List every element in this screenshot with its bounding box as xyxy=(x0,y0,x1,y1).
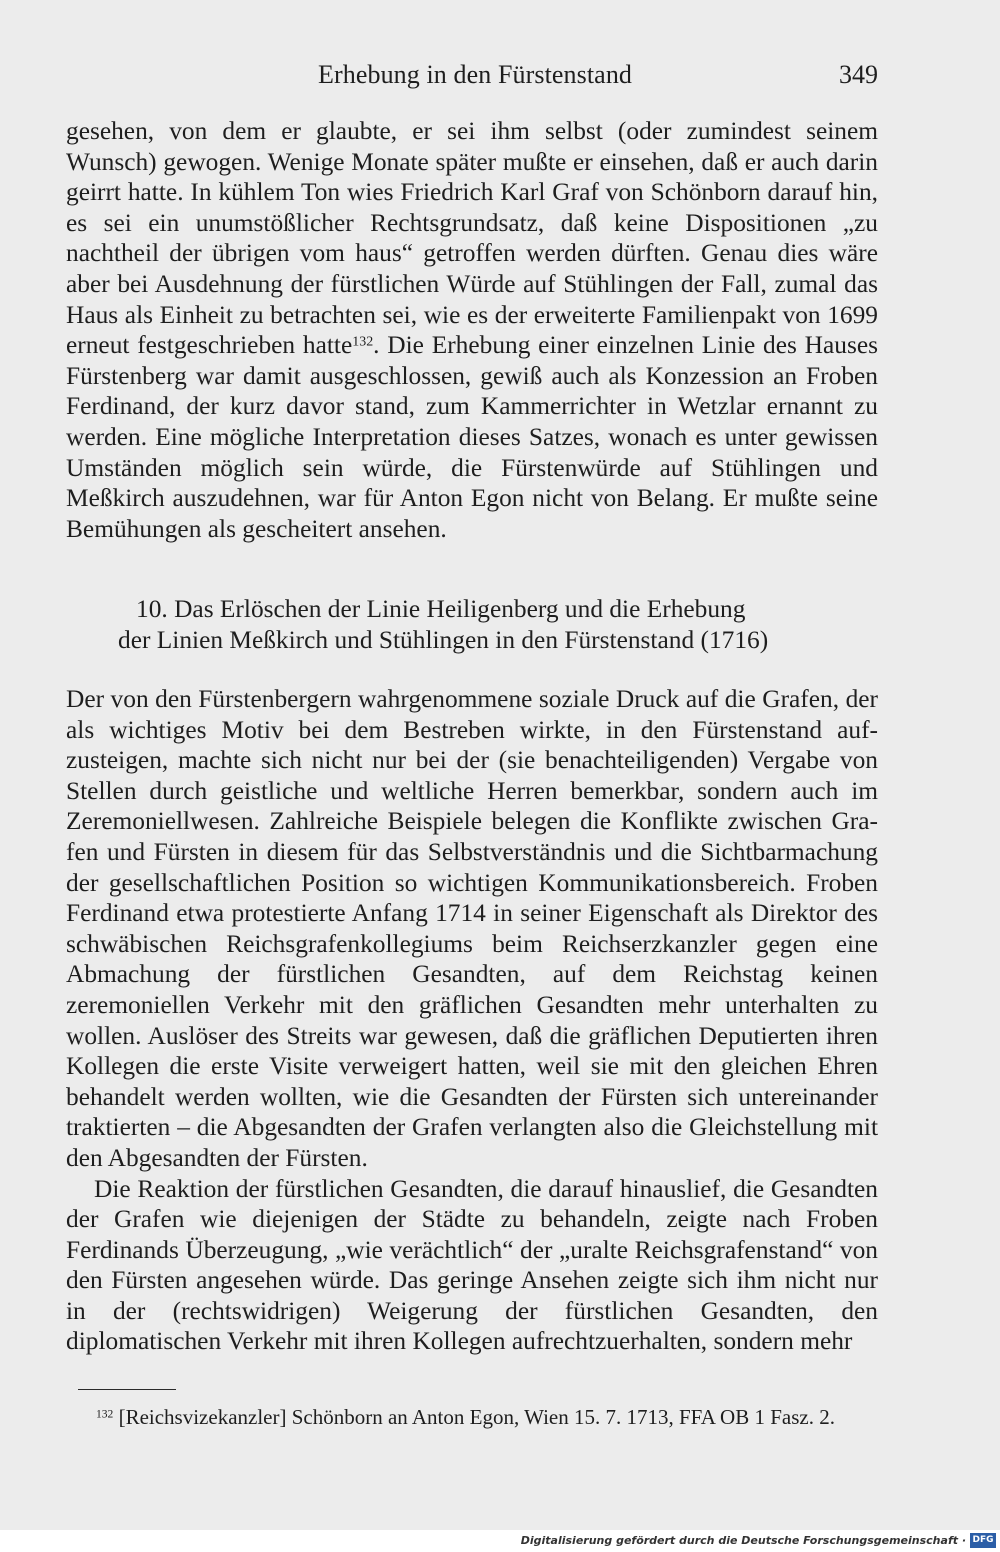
footnote-text: [Reichsvizekanzler] Schönborn an Anton Egon, Wien 15. 7. 1713, FFA OB 1 Fasz. 2. xyxy=(113,1405,835,1429)
section-heading-line-1: 10. Das Erlöschen der Linie Heiligenberg und die Erhebung xyxy=(136,595,746,623)
paragraph: Der von den Fürstenbergern wahrgenommene soziale Druck auf die Grafen, der als wichtiges Motiv bei dem Bestreben wirkte, in den Fürstenstand aufzusteigen, machte sich nicht nur bei der (sie benachteiligenden) Vergabe von Stellen durch geistliche und weltliche Herren bemerkbar, sondern auch im Zeremoniellwesen. Zahlreiche Beispiele belegen die Konflikte zwischen Grafen und Fürsten in diesem für das Selbstverständnis und die Sichtbarmachung der gesellschaftlichen Position so wichtigen Kommunikationsbereich. Froben Ferdinand etwa protestierte Anfang 1714 in seiner Eigenschaft als Direktor des schwäbischen Reichsgrafenkollegiums beim Reichserzkanzler gegen eine Abmachung der fürstlichen Gesandten, auf dem Reichstag keinen zeremoniellen Verkehr mit den gräflichen Gesandten mehr unterhalten zu wollen. Auslöser des Streits war gewesen, daß die gräflichen Deputierten ihren Kollegen die erste Visite verweigert hatten, weil sie mit den gleichen Ehren behandelt werden wollten, wie die Gesandten der Fürsten sich untereinander traktierten – die Abgesandten der Grafen verlangten also die Gleichstellung mit den Abgesandten der Fürsten. xyxy=(66,685,878,1172)
page-number: 349 xyxy=(839,60,878,89)
text-block-upper xyxy=(66,116,878,544)
text-block-lower xyxy=(66,684,878,1357)
section-heading xyxy=(80,594,880,655)
funding-credit: Digitalisierung gefördert durch die Deutsche Forschungsgemeinschaft · xyxy=(520,1534,966,1547)
paragraph: Die Reaktion der fürstlichen Gesandten, die darauf hinauslief, die Gesandten der Grafen wie diejenigen der Städte zu behandeln, zeigte nach Froben Ferdinands Überzeugung, „wie verächtlich“ der „uralte Reichsgrafenstand“ von den Fürsten angesehen würde. Das geringe Ansehen zeigte sich ihm nicht nur in der (rechtswidrigen) Weigerung der fürstlichen Gesandten, den diplomatischen Verkehr mit ihren Kollegen aufrechtzuerhalten, sondern mehr xyxy=(66,1174,878,1356)
paragraph-text-continued: . Die Erhebung einer einzelnen Linie des Hauses Fürstenberg war damit ausgeschlossen, gewiß auch als Konzession an Froben Ferdinand, der kurz davor stand, zum Kammerrichter in Wetzlar ernannt zu werden. Eine mögliche Interpretation dieses Satzes, wonach es unter gewissen Umständen möglich sein würde, die Fürstenwürde auf Stühlingen und Meßkirch auszudehnen, war für Anton Egon nicht von Belang. Er mußte seine Bemühungen als gescheitert ansehen. xyxy=(66,331,878,543)
footnote-divider xyxy=(78,1389,176,1390)
page-header xyxy=(60,56,878,96)
footnote-reference[interactable]: 132 xyxy=(352,334,374,350)
dfg-logo[interactable]: DFG xyxy=(970,1533,996,1548)
section-heading-line-2: der Linien Meßkirch und Stühlingen in den Fürstenstand (1716) xyxy=(118,625,769,654)
paragraph xyxy=(66,116,878,544)
running-title: Erhebung in den Fürstenstand xyxy=(318,60,633,89)
paragraph-text: gesehen, von dem er glaubte, er sei ihm selbst (oder zumindest seinem Wunsch) gewogen. Wenige Monate später mußte er einsehen, daß er auch darin geirrt hatte. In kühlem Ton wies Friedrich Karl Graf von Schönborn darauf hin, es sei ein unumstößlicher Rechtsgrundsatz, daß keine Dispositionen „zu nachtheil der übrigen vom haus“ getroffen werden dürften. Genau dies wäre aber bei Ausdehnung der fürstlichen Würde auf Stühlingen der Fall, zumal das Haus als Einheit zu betrachten sei, wie es der erweiterte Familienpakt von 1699 erneut festgeschrieben hatte xyxy=(66,117,878,360)
digitization-footer xyxy=(0,1530,1000,1552)
footnote-number: 132 xyxy=(96,1408,114,1421)
footnote xyxy=(96,1404,886,1430)
